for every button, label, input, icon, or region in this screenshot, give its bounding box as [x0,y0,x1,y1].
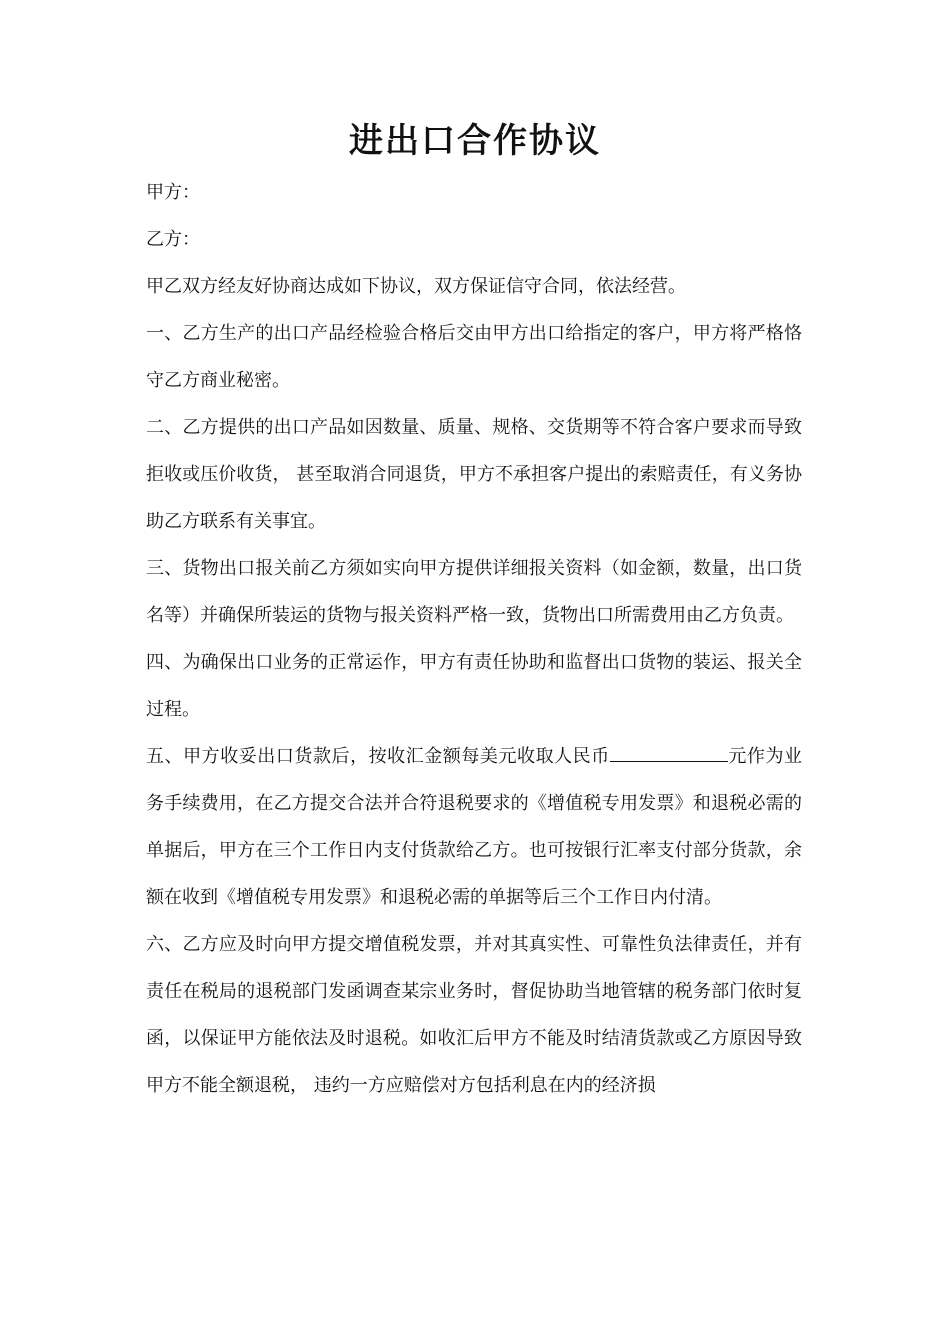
preamble-paragraph: 甲乙双方经友好协商达成如下协议，双方保证信守合同，依法经营。 [146,276,686,297]
party-a-line: 甲方： [146,182,200,203]
document-body [146,169,802,1109]
clause-3-paragraph: 三、货物出口报关前乙方须如实向甲方提供详细报关资料（如金额，数量，出口货名等）并确保所装运的货物与报关资料严格一致，货物出口所需费用由乙方负责。 [146,558,802,626]
clause-6-paragraph: 六、乙方应及时向甲方提交增值税发票，并对其真实性、可靠性负法律责任，并有责任在税局的退税部门发函调查某宗业务时，督促协助当地管辖的税务部门依时复函，以保证甲方能依法及时退税。如收汇后甲方不能及时结清货款或乙方原因导致甲方不能全额退税， 违约一方应赔偿对方包括利息在内的经济损 [146,934,802,1096]
clause-2-paragraph: 二、乙方提供的出口产品如因数量、质量、规格、交货期等不符合客户要求而导致拒收或压价收货， 甚至取消合同退货，甲方不承担客户提出的索赔责任，有义务协助乙方联系有关事宜。 [146,417,802,532]
clause-5-paragraph [146,733,802,921]
party-b-line: 乙方： [146,229,200,250]
document-title: 进出口合作协议 [349,121,601,161]
clause-1-paragraph: 一、乙方生产的出口产品经检验合格后交由甲方出口给指定的客户，甲方将严格恪守乙方商业秘密。 [146,323,802,391]
clause-5-text-before-blank: 五、甲方收妥出口货款后，按收汇金额每美元收取人民币 [146,746,610,767]
clause-4-paragraph: 四、为确保出口业务的正常运作，甲方有责任协助和监督出口货物的装运、报关全过程。 [146,652,802,720]
fee-amount-blank [610,741,728,762]
clause-5-text-after-blank: 元作为业务手续费用，在乙方提交合法并合符退税要求的《增值税专用发票》和退税必需的单据后，甲方在三个工作日内支付货款给乙方。也可按银行汇率支付部分货款，余额在收到《增值税专用发票》和退税必需的单据等后三个工作日内付清。 [146,746,803,908]
